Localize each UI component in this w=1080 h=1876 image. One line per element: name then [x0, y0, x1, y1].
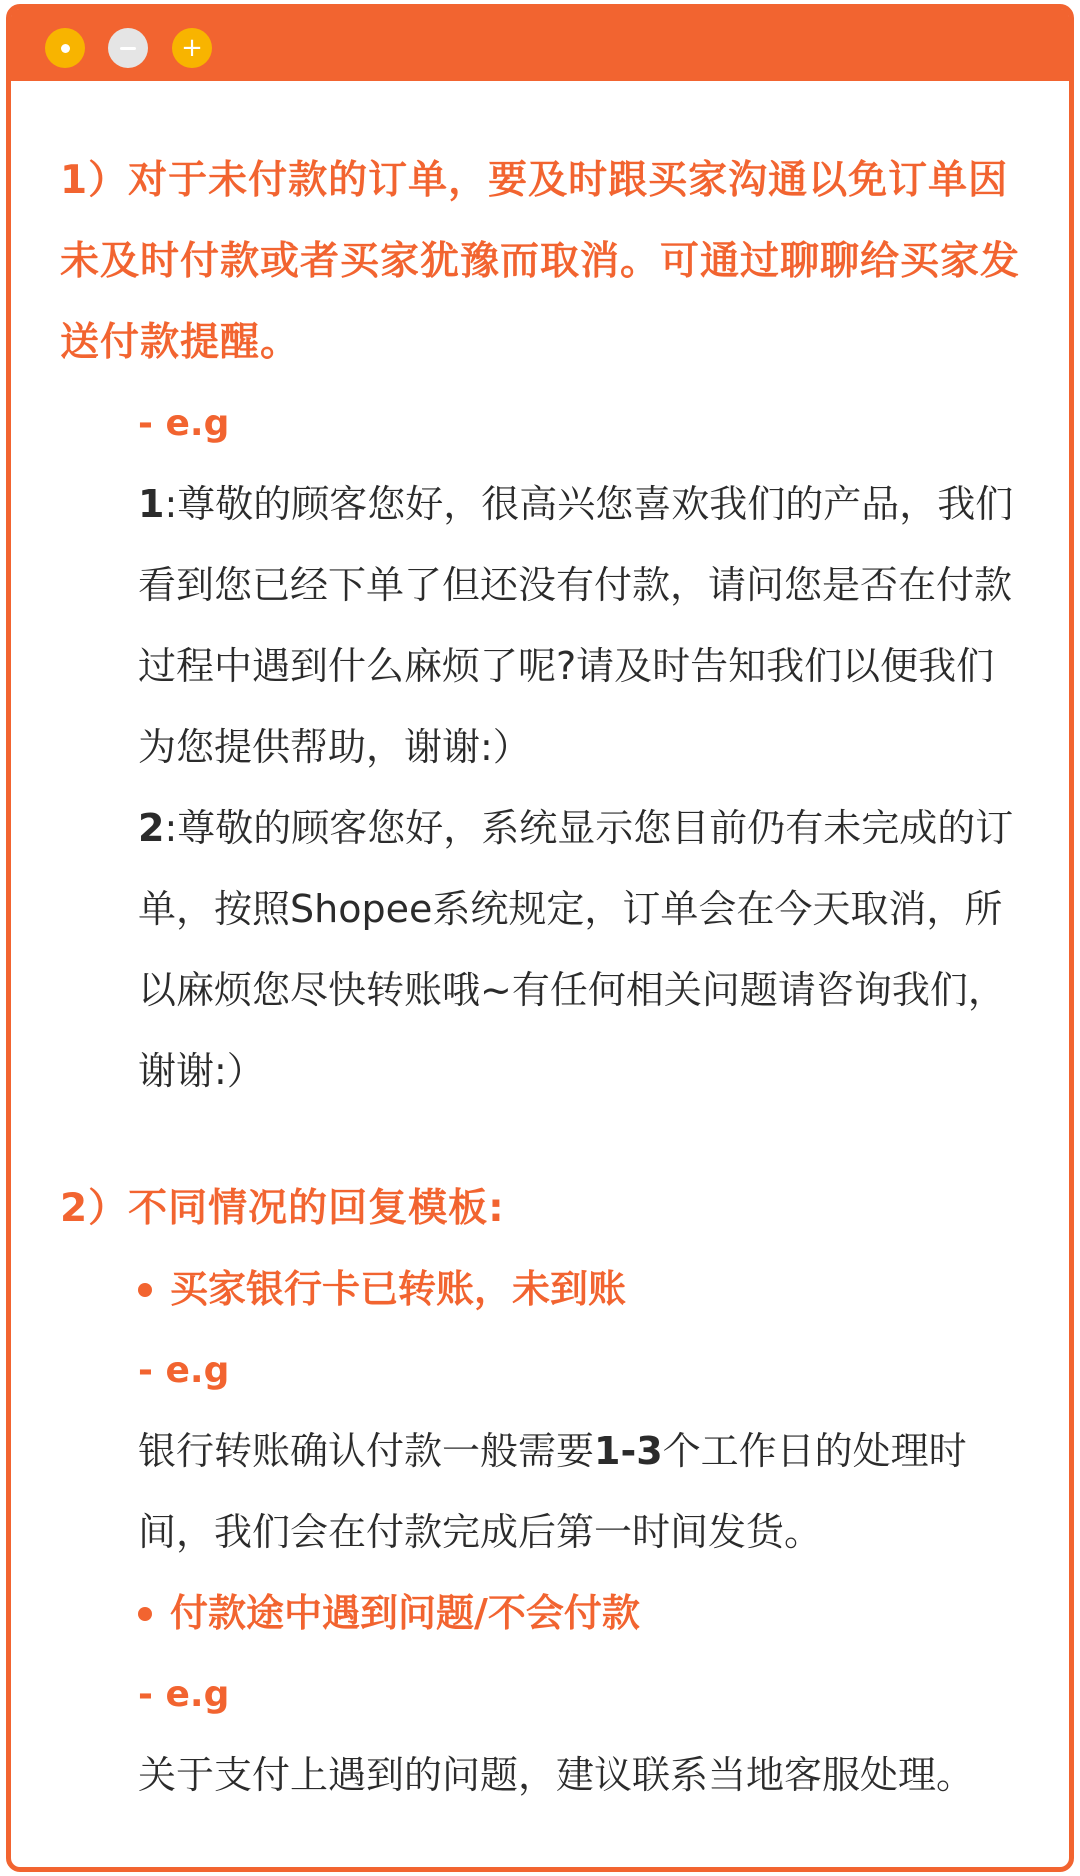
example-1-number: 1	[138, 482, 165, 526]
bullet-item-2	[60, 1573, 1020, 1654]
bullet-item-1	[60, 1249, 1020, 1330]
bullet-item-2-title: 付款途中遇到问题/不会付款	[170, 1591, 640, 1635]
bullet-item-1-title: 买家银行卡已转账，未到账	[170, 1267, 627, 1311]
example-2-number: 2	[138, 806, 165, 850]
example-1	[138, 464, 1020, 788]
text-part: 银行转账确认付款一般需要	[138, 1429, 595, 1473]
section2-heading: 2）不同情况的回复模板:	[60, 1186, 505, 1231]
plus-icon: +	[181, 33, 203, 63]
bullet-item-2-example	[60, 1654, 1020, 1816]
bullet-icon	[138, 1607, 152, 1621]
dot-icon	[61, 44, 70, 53]
title-bar	[11, 9, 1069, 81]
example-2	[138, 788, 1020, 1112]
close-button[interactable]	[45, 28, 85, 68]
example-2-text: :尊敬的顾客您好，系统显示您目前仍有未完成的订单，按照Shopee系统规定，订单会在今天取消，所以麻烦您尽快转账哦~有任何相关问题请咨询我们，谢谢:）	[138, 806, 1014, 1093]
maximize-button[interactable]	[172, 28, 212, 68]
text-part: 个工作日的处理时间，我们会在付款完成后第一时间发货。	[138, 1429, 967, 1554]
minimize-button[interactable]	[108, 28, 148, 68]
example-1-text: :尊敬的顾客您好，很高兴您喜欢我们的产品，我们看到您已经下单了但还没有付款，请问您是否在付款过程中遇到什么麻烦了呢?请及时告知我们以便我们为您提供帮助，谢谢:）	[138, 482, 1014, 769]
bullet-icon	[138, 1283, 152, 1297]
bullet-item-1-example	[60, 1330, 1020, 1573]
section1-examples	[60, 383, 1020, 1112]
bullet-item-1-text	[138, 1411, 1020, 1573]
bullet-item-2-text: 关于支付上遇到的问题，建议联系当地客服处理。	[138, 1753, 975, 1797]
eg-label: - e.g	[138, 403, 230, 444]
text-bold-part: 1-3	[594, 1429, 663, 1473]
eg-label: - e.g	[138, 1674, 230, 1715]
section1-heading: 1）对于未付款的订单，要及时跟买家沟通以免订单因未及时付款或者买家犹豫而取消。可通过聊聊给买家发送付款提醒。	[60, 158, 1021, 365]
document-content	[60, 140, 1020, 1816]
minimize-icon	[120, 47, 136, 50]
eg-label: - e.g	[138, 1350, 230, 1391]
